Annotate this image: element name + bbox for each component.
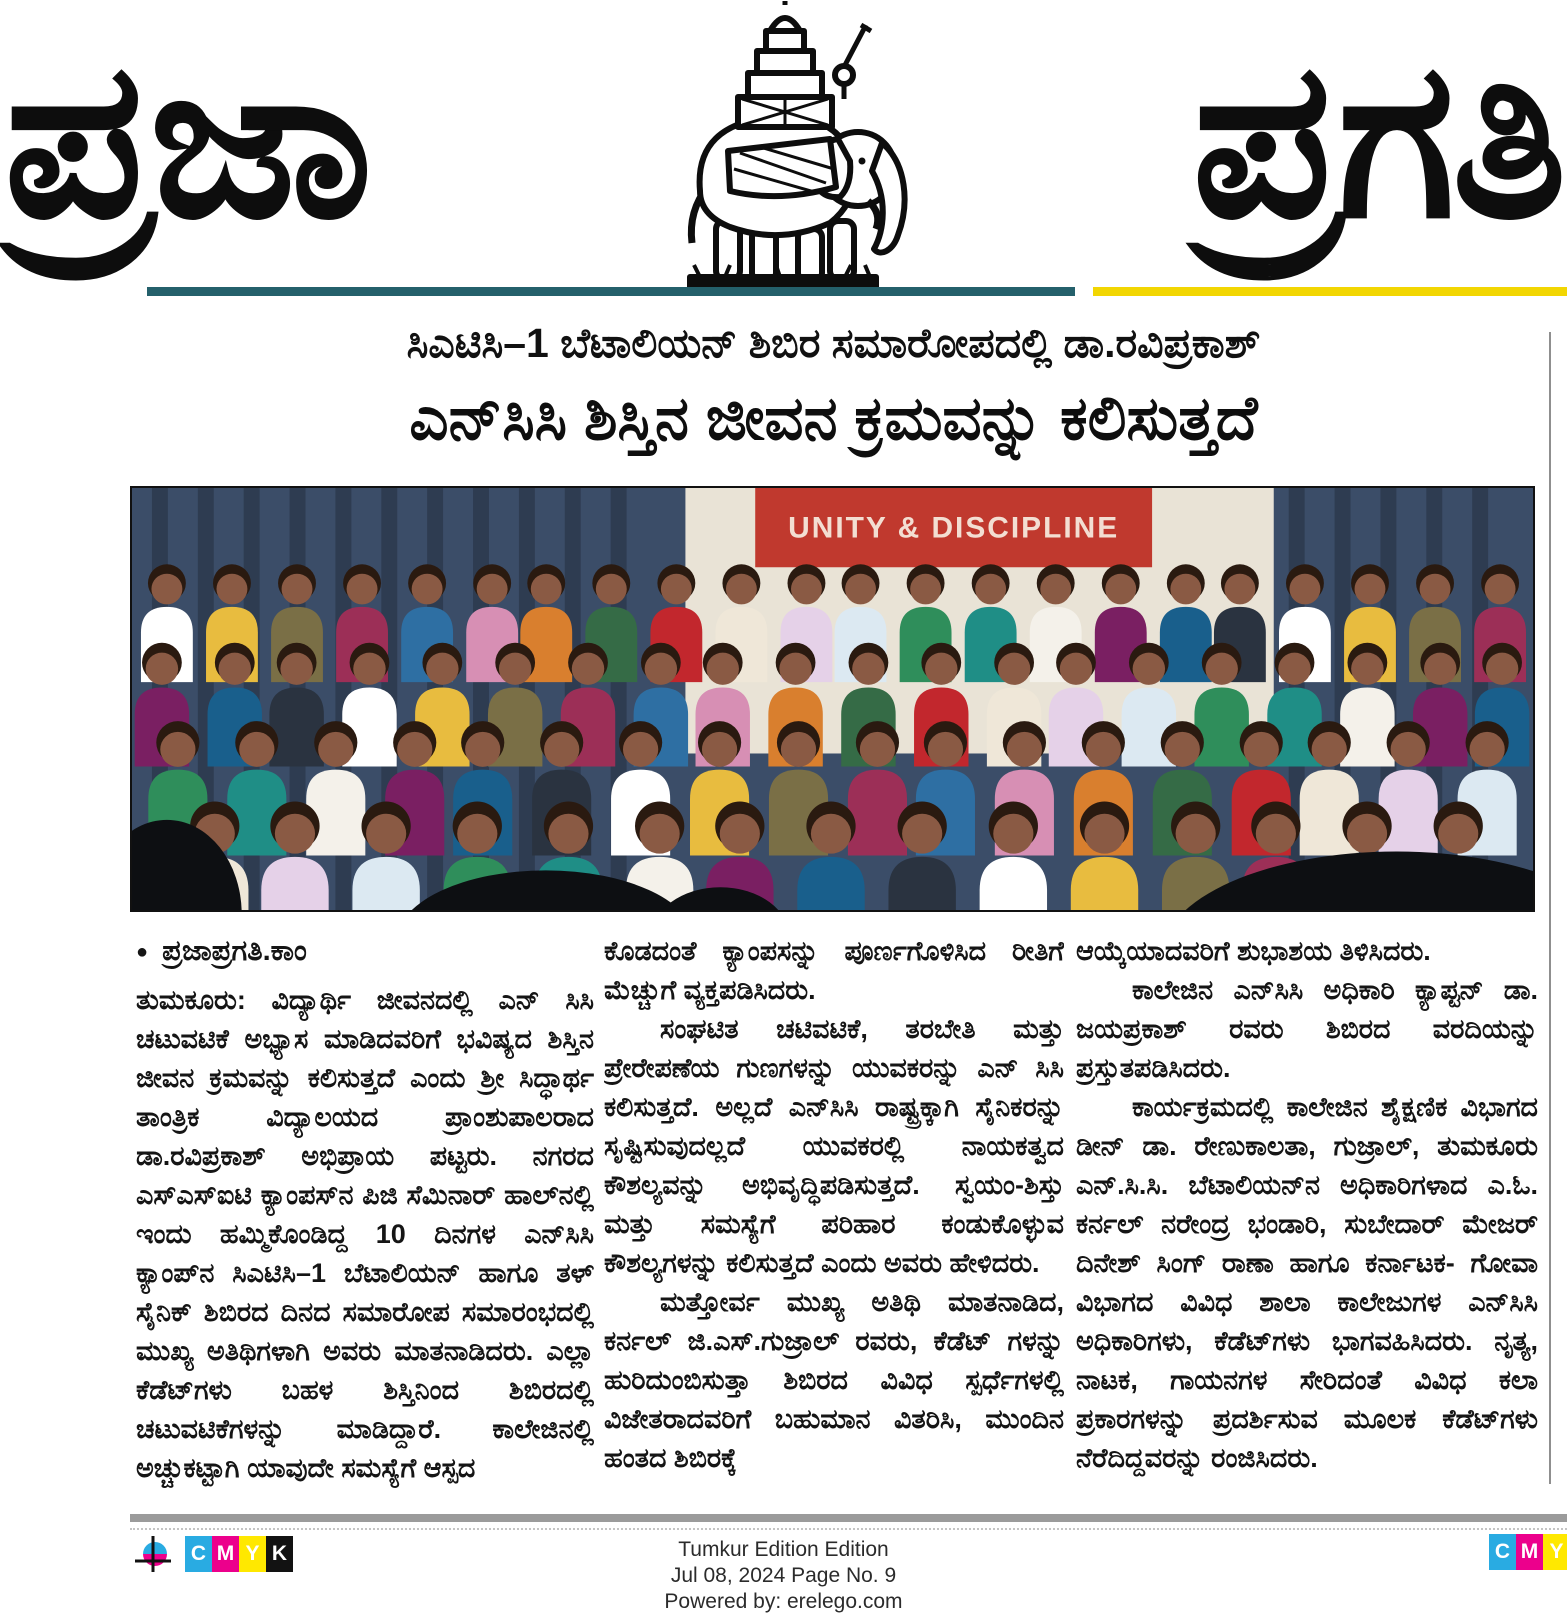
masthead-rule-teal [147,287,1075,296]
footer-dotted-rule [130,1528,1567,1530]
bullet-icon: ● [136,940,149,963]
article-paragraph: ಸಂಘಟಿತ ಚಟಿವಟಿಕೆ, ತರಬೇತಿ ಮತ್ತು ಪ್ರೇರೇಪಣೆಯ ಗುಣಗಳನ್ನು ಯುವಕರನ್ನು ಎನ್ ಸಿಸಿ ಕಲಿಸುತ್ತದೆ. ಅಲ್ಲದೆ ಎನ್‌ಸಿಸಿ ರಾಷ್ಟ್ರಕ್ಕಾಗಿ ಸೈನಿಕರನ್ನು ಸೃಷ್ಟಿಸುವುದಲ್ಲದೆ ಯುವಕರಲ್ಲಿ ನಾಯಕತ್ವದ ಕೌಶಲ್ಯವನ್ನು ಅಭಿವೃದ್ಧಿಪಡಿಸುತ್ತದೆ. ಸ್ವಯಂ-ಶಿಸ್ತು ಮತ್ತು ಸಮಸ್ಯೆಗೆ ಪರಿಹಾರ ಕಂಡುಕೊಳ್ಳುವ ಕೌಶಲ್ಯಗಳನ್ನು ಕಲಿಸುತ್ತದೆ ಎಂದು ಅವರು ಹೇಳಿದರು. [604,1014,1064,1278]
edition-label: Tumkur Edition Edition [678,1538,889,1561]
cmyk-swatch-cyan: C [1489,1534,1516,1570]
byline [136,932,594,971]
masthead [0,0,1567,286]
elephant-logo [630,1,930,281]
masthead-title-right: ಪ್ರಗತಿ [1192,22,1563,264]
footer-divider-bar [130,1514,1567,1522]
article-paragraph: ಮತ್ತೋರ್ವ ಮುಖ್ಯ ಅತಿಥಿ ಮಾತನಾಡಿದ, ಕರ್ನಲ್ ಜಿ.ಎಸ್.ಗುಜ್ರಾಲ್ ರವರು, ಕೆಡೆಟ್ ಗಳನ್ನು ಹುರಿದುಂಬಿಸುತ್ತಾ ಶಿಬಿರದ ವಿವಿಧ ಸ್ಪರ್ಧೆಗಳಲ್ಲಿ ವಿಜೇತರಾದವರಿಗೆ ಬಹುಮಾನ ವಿತರಿಸಿ, ಮುಂದಿನ ಹಂತದ ಶಿಬಿರಕ್ಕೆ [604,1287,1064,1473]
elephant-logo-drawing [630,1,930,301]
article-column-3 [1076,932,1538,1492]
photo-banner-text: UNITY & DISCIPLINE [788,511,1120,545]
article-paragraph: ಕೊಡದಂತೆ ಕ್ಯಾಂಪಸನ್ನು ಪೂರ್ಣಗೊಳಿಸಿದ ರೀತಿಗೆ ಮೆಚ್ಚುಗೆ ವ್ಯಕ್ತಪಡಿಸಿದರು. [604,936,1064,1005]
date-page-label: Jul 08, 2024 Page No. 9 [670,1564,897,1587]
cmyk-swatch-cyan: C [185,1536,212,1572]
news-photo-illustration [132,488,1533,910]
cmyk-swatch-magenta: M [212,1536,239,1572]
cmyk-swatch-yellow: Y [239,1536,266,1572]
main-headline: ಎನ್‌ಸಿಸಿ ಶಿಸ್ತಿನ ಜೀವನ ಕ್ರಮವನ್ನು ಕಲಿಸುತ್ತದೆ [409,384,1258,452]
article-paragraph: ಕಾಲೇಜಿನ ಎನ್‌ಸಿಸಿ ಅಧಿಕಾರಿ ಕ್ಯಾಪ್ಟನ್ ಡಾ. ಜಯಪ್ರಕಾಶ್ ರವರು ಶಿಬಿರದ ವರದಿಯನ್ನು ಪ್ರಸ್ತುತಪಡಿಸಿದರು. [1076,975,1538,1083]
cmyk-swatch-magenta: M [1516,1534,1543,1570]
cmyk-swatch-black: K [266,1536,293,1572]
article-paragraph: ಕಾರ್ಯಕ್ರಮದಲ್ಲಿ ಕಾಲೇಜಿನ ಶೈಕ್ಷಣಿಕ ವಿಭಾಗದ ಡೀನ್ ಡಾ. ರೇಣುಕಾಲತಾ, ಗುಜ್ರಾಲ್, ತುಮಕೂರು ಎನ್.ಸಿ.ಸಿ. ಬೆಟಾಲಿಯನ್‌ನ ಅಧಿಕಾರಿಗಳಾದ ಎ.ಓ. ಕರ್ನಲ್ ನರೇಂದ್ರ ಭಂಡಾರಿ, ಸುಬೇದಾರ್ ಮೇಜರ್ ದಿನೇಶ್ ಸಿಂಗ್ ರಾಣಾ ಹಾಗೂ ಕರ್ನಾಟಕ- ಗೋವಾ ವಿಭಾಗದ ವಿವಿಧ ಶಾಲಾ ಕಾಲೇಜುಗಳ ಎನ್‌ಸಿಸಿ ಅಧಿಕಾರಿಗಳು, ಕೆಡೆಟ್‌ಗಳು ಭಾಗವಹಿಸಿದರು. ನೃತ್ಯ, ನಾಟಕ, ಗಾಯನಗಳ ಸೇರಿದಂತೆ ವಿವಿಧ ಕಲಾ ಪ್ರಕಾರಗಳನ್ನು ಪ್ರದರ್ಶಿಸುವ ಮೂಲಕ ಕೆಡೆಟ್‌ಗಳು ನೆರೆದಿದ್ದವರನ್ನು ರಂಜಿಸಿದರು. [1076,1092,1538,1473]
news-photo [130,486,1535,912]
column-divider-rule [1549,332,1551,1484]
article-column-2 [604,932,1064,1492]
powered-by-label: Powered by: erelego.com [664,1590,903,1613]
cmyk-swatch-yellow: Y [1543,1534,1567,1570]
article-paragraph: ತುಮಕೂರು: ವಿದ್ಯಾರ್ಥಿ ಜೀವನದಲ್ಲಿ ಎನ್ ಸಿಸಿ ಚಟುವಟಿಕೆ ಅಭ್ಯಾಸ ಮಾಡಿದವರಿಗೆ ಭವಿಷ್ಯದ ಶಿಸ್ತಿನ ಜೀವನ ಕ್ರಮವನ್ನು ಕಲಿಸುತ್ತದೆ ಎಂದು ಶ್ರೀ ಸಿದ್ಧಾರ್ಥ ತಾಂತ್ರಿಕ ವಿದ್ಯಾಲಯದ ಪ್ರಾಂಶುಪಾಲರಾದ ಡಾ.ರವಿಪ್ರಕಾಶ್ ಅಭಿಪ್ರಾಯ ಪಟ್ಟರು. ನಗರದ ಎಸ್‌ಎಸ್‌ಐಟಿ ಕ್ಯಾಂಪಸ್‌ನ ಪಿಜಿ ಸೆಮಿನಾರ್ ಹಾಲ್‌ನಲ್ಲಿ ಇಂದು ಹಮ್ಮಿಕೊಂಡಿದ್ದ 10 ದಿನಗಳ ಎನ್‌ಸಿಸಿ ಕ್ಯಾಂಪ್‌ನ ಸಿಎಟಿಸಿ–1 ಬೆಟಾಲಿಯನ್ ಹಾಗೂ ತಳ್ ಸೈನಿಕ್ ಶಿಬಿರದ ದಿನದ ಸಮಾರೋಪ ಸಮಾರಂಭದಲ್ಲಿ ಮುಖ್ಯ ಅತಿಥಿಗಳಾಗಿ ಅವರು ಮಾತನಾಡಿದರು. ಎಲ್ಲಾ ಕೆಡೆಟ್‌ಗಳು ಬಹಳ ಶಿಸ್ತಿನಿಂದ ಶಿಬಿರದಲ್ಲಿ ಚಟುವಟಿಕೆಗಳನ್ನು ಮಾಡಿದ್ದಾರೆ. ಕಾಲೇಜಿನಲ್ಲಿ ಅಚ್ಚುಕಟ್ಟಾಗಿ ಯಾವುದೇ ಸಮಸ್ಯೆಗೆ ಆಸ್ಪದ [136,985,594,1483]
article-column-1 [136,932,594,1492]
kicker-headline: ಸಿಎಟಿಸಿ–1 ಬೆಟಾಲಿಯನ್ ಶಿಬಿರ ಸಮಾರೋಪದಲ್ಲಿ ಡಾ.ರವಿಪ್ರಕಾಶ್ [406,320,1261,366]
masthead-rule-yellow [1093,287,1567,296]
masthead-title-left: ಪ್ರಜಾ [4,22,369,264]
byline-label: ಪ್ರಜಾಪ್ರಗತಿ.ಕಾಂ [162,935,307,967]
article-paragraph: ಆಯ್ಕೆಯಾದವರಿಗೆ ಶುಭಾಶಯ ತಿಳಿಸಿದರು. [1076,936,1431,966]
